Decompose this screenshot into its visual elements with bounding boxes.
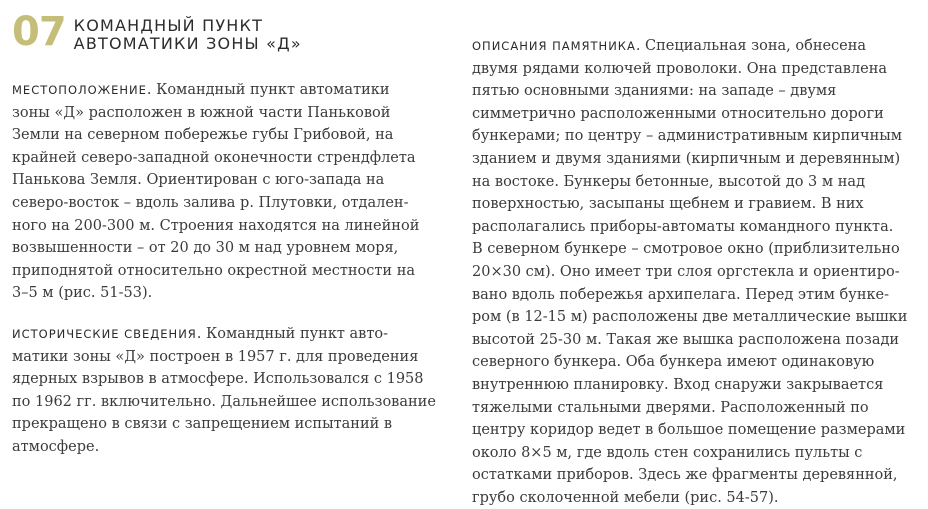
history-line-3: ядерных взрывов в атмосфере. Использовался с 1958 [12, 371, 424, 388]
right-column [472, 35, 912, 509]
location-line-2: зоны «Д» расположен в южной части Паньковой [12, 104, 391, 121]
description-line-7: на востоке. Бункеры бетонные, высотой до 3 м над [472, 173, 866, 190]
description-line-20: остатками приборов. Здесь же фрагменты деревянной, [472, 467, 898, 484]
paragraph-line [12, 79, 450, 102]
description-line-17: тяжелыми стальными дверями. Расположенный по [472, 399, 869, 416]
description-line-1: . Специальная зона, обнесена [635, 38, 867, 54]
location-line-5: Панькова Земля. Ориентирован с юго-запада на [12, 172, 385, 189]
description-line-15: северного бункера. Оба бункера имеют одинаковую [472, 354, 875, 371]
section-title [74, 17, 302, 53]
section-title-line-2: АВТОМАТИКИ ЗОНЫ «Д» [73, 34, 302, 53]
section-number: 07 [12, 9, 66, 55]
description-line-11: 20×30 см). Оно имеет три слоя оргстекла и ориентиро- [472, 263, 900, 280]
history-line-2: матики зоны «Д» построен в 1957 г. для проведения [12, 348, 419, 365]
location-line-1: . Командный пункт автоматики [146, 82, 390, 98]
description-line-5: бункерами; по центру – административным кирпичным [472, 128, 903, 145]
description-line-10: В северном бункере – смотровое окно (приблизительно [472, 241, 900, 258]
description-line-16: внутреннюю планировку. Вход снаружи закрывается [472, 376, 884, 393]
history-line-4: по 1962 гг. включительно. Дальнейшее использование [12, 393, 436, 410]
paragraph-line [12, 323, 450, 346]
location-paragraph [12, 79, 450, 305]
description-line-13: ром (в 12-15 м) расположены две металлические вышки [472, 309, 908, 326]
description-line-8: поверхностью, засыпаны щебнем и гравием. В них [472, 196, 864, 213]
description-line-12: вано вдоль побережья архипелага. Перед этим бунке- [472, 286, 890, 303]
description-line-19: около 8×5 м, где вдоль стен сохранились пульты с [472, 444, 863, 461]
history-label: ИСТОРИЧЕСКИЕ СВЕДЕНИЯ [12, 326, 197, 341]
description-line-18: центру коридор ведет в большое помещение размерами [472, 422, 906, 439]
location-line-10: 3–5 м (рис. 51-53). [12, 285, 153, 302]
location-line-6: северо-восток – вдоль залива р. Плутовки, отдален- [12, 194, 409, 211]
description-line-14: высотой 25-30 м. Такая же вышка расположена позади [472, 331, 900, 348]
location-label: МЕСТОПОЛОЖЕНИЕ [12, 83, 147, 97]
location-line-9: приподнятой относительно окрестной местности на [12, 262, 415, 279]
description-line-21: грубо сколоченной мебели (рис. 54-57). [472, 489, 779, 506]
location-line-8: возвышенности – от 20 до 30 м над уровнем моря, [12, 240, 399, 257]
description-line-3: пятью основными зданиями: на западе – двумя [472, 83, 837, 100]
description-line-4: симметрично расположенными относительно дороги [472, 105, 884, 122]
paragraph-line [472, 35, 912, 58]
location-line-7: ного на 200-300 м. Строения находятся на линейной [12, 217, 420, 234]
section-title-line-1: КОМАНДНЫЙ ПУНКТ [73, 16, 264, 35]
history-paragraph [12, 323, 450, 459]
section-header [12, 10, 302, 54]
description-paragraph [472, 35, 912, 509]
description-line-2: двумя рядами колючей проволоки. Она представлена [472, 60, 888, 77]
history-line-6: атмосфере. [12, 438, 100, 455]
description-line-9: располагались приборы-автоматы командного пункта. [472, 218, 894, 235]
history-line-1: . Командный пункт авто- [196, 325, 388, 342]
location-line-3: Земли на северном побережье губы Грибовой, на [12, 127, 394, 144]
description-label: ОПИСАНИЯ ПАМЯТНИКА [472, 39, 636, 53]
location-line-4: крайней северо-западной оконечности стрендфлета [12, 149, 416, 166]
description-line-6: зданием и двумя зданиями (кирпичным и деревянным) [472, 150, 901, 167]
left-column [12, 79, 450, 459]
history-line-5: прекращено в связи с запрещением испытаний в [12, 416, 393, 433]
